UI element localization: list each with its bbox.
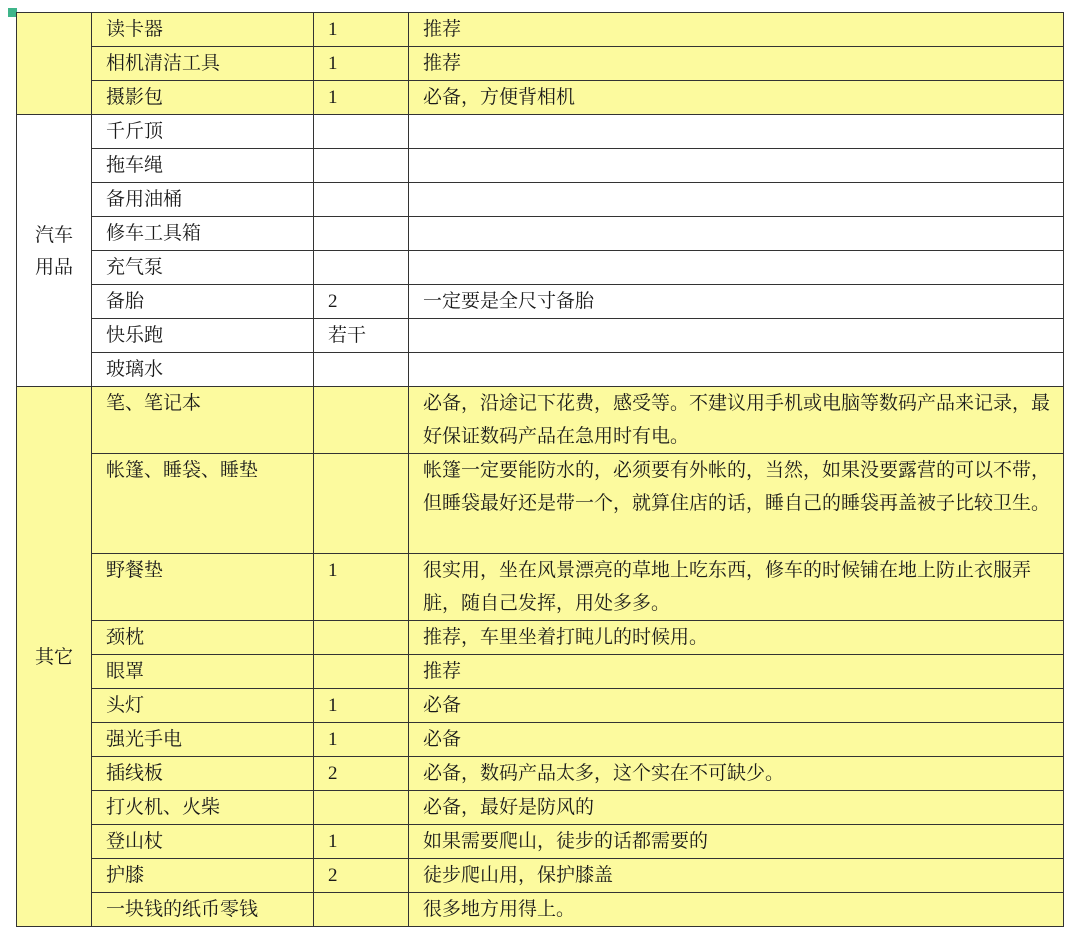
item-qty: [314, 454, 409, 554]
item-qty: [314, 387, 409, 454]
table-row: [17, 251, 1064, 285]
table-row: [17, 387, 1064, 454]
table-row: [17, 319, 1064, 353]
item-note: 必备: [409, 689, 1064, 723]
item-name: 眼罩: [92, 655, 314, 689]
item-note: [409, 319, 1064, 353]
table-row: [17, 13, 1064, 47]
item-qty: 1: [314, 81, 409, 115]
item-name: 打火机、火柴: [92, 791, 314, 825]
item-note: 必备，沿途记下花费，感受等。不建议用手机或电脑等数码产品来记录，最好保证数码产品在急用时有电。: [409, 387, 1064, 454]
table-row: [17, 81, 1064, 115]
item-name: 千斤顶: [92, 115, 314, 149]
item-note: 推荐: [409, 13, 1064, 47]
item-note: [409, 217, 1064, 251]
item-note: 一定要是全尺寸备胎: [409, 285, 1064, 319]
table-row: [17, 454, 1064, 554]
item-note: [409, 353, 1064, 387]
item-name: 备胎: [92, 285, 314, 319]
item-name: 笔、笔记本: [92, 387, 314, 454]
table-row: [17, 554, 1064, 621]
item-name: 备用油桶: [92, 183, 314, 217]
table-row: [17, 149, 1064, 183]
packing-list-table: [16, 12, 1064, 927]
item-note: 必备: [409, 723, 1064, 757]
item-qty: [314, 183, 409, 217]
item-note: 推荐: [409, 47, 1064, 81]
item-qty: 1: [314, 689, 409, 723]
item-note: 必备，数码产品太多，这个实在不可缺少。: [409, 757, 1064, 791]
item-qty: 1: [314, 13, 409, 47]
item-note: [409, 115, 1064, 149]
item-note: [409, 251, 1064, 285]
item-qty: 1: [314, 723, 409, 757]
item-name: 强光手电: [92, 723, 314, 757]
table-row: [17, 115, 1064, 149]
item-qty: [314, 251, 409, 285]
item-note: 必备，最好是防风的: [409, 791, 1064, 825]
item-qty: 1: [314, 47, 409, 81]
category-cell-car: [17, 115, 92, 387]
item-name: 护膝: [92, 859, 314, 893]
item-note: 徒步爬山用，保护膝盖: [409, 859, 1064, 893]
item-qty: [314, 115, 409, 149]
item-qty: [314, 621, 409, 655]
table-row: [17, 893, 1064, 927]
item-note: 推荐: [409, 655, 1064, 689]
item-name: 野餐垫: [92, 554, 314, 621]
table-row: [17, 859, 1064, 893]
table-row: [17, 655, 1064, 689]
item-note: [409, 149, 1064, 183]
table-row: [17, 791, 1064, 825]
item-name: 插线板: [92, 757, 314, 791]
item-name: 修车工具箱: [92, 217, 314, 251]
item-name: 拖车绳: [92, 149, 314, 183]
item-note: 很多地方用得上。: [409, 893, 1064, 927]
item-note: 很实用，坐在风景漂亮的草地上吃东西，修车的时候铺在地上防止衣服弄脏，随自己发挥，用处多多。: [409, 554, 1064, 621]
table-row: [17, 757, 1064, 791]
item-qty: 1: [314, 825, 409, 859]
item-qty: 2: [314, 285, 409, 319]
item-note: 如果需要爬山，徒步的话都需要的: [409, 825, 1064, 859]
item-name: 快乐跑: [92, 319, 314, 353]
item-name: 玻璃水: [92, 353, 314, 387]
table-row: [17, 353, 1064, 387]
item-qty: 若干: [314, 319, 409, 353]
item-name: 登山杖: [92, 825, 314, 859]
table-row: [17, 621, 1064, 655]
table-row: [17, 285, 1064, 319]
item-qty: [314, 149, 409, 183]
item-qty: [314, 791, 409, 825]
item-name: 一块钱的纸币零钱: [92, 893, 314, 927]
item-name: 摄影包: [92, 81, 314, 115]
item-qty: [314, 217, 409, 251]
table-row: [17, 689, 1064, 723]
item-qty: 1: [314, 554, 409, 621]
item-name: 相机清洁工具: [92, 47, 314, 81]
category-cell-other: 其它: [17, 387, 92, 927]
table-row: [17, 183, 1064, 217]
item-note: 必备，方便背相机: [409, 81, 1064, 115]
item-qty: 2: [314, 859, 409, 893]
table-row: [17, 723, 1064, 757]
item-name: 颈枕: [92, 621, 314, 655]
item-qty: 2: [314, 757, 409, 791]
item-note: 推荐，车里坐着打盹儿的时候用。: [409, 621, 1064, 655]
category-cell-camera: [17, 13, 92, 115]
category-label: 汽车用品: [34, 223, 73, 278]
item-note: [409, 183, 1064, 217]
item-qty: [314, 353, 409, 387]
item-name: 读卡器: [92, 13, 314, 47]
item-name: 充气泵: [92, 251, 314, 285]
item-name: 头灯: [92, 689, 314, 723]
item-name: 帐篷、睡袋、睡垫: [92, 454, 314, 554]
item-qty: [314, 893, 409, 927]
table-row: [17, 825, 1064, 859]
item-qty: [314, 655, 409, 689]
item-note: 帐篷一定要能防水的，必须要有外帐的，当然，如果没要露营的可以不带，但睡袋最好还是带一个，就算住店的话，睡自己的睡袋再盖被子比较卫生。: [409, 454, 1064, 554]
table-row: [17, 217, 1064, 251]
table-row: [17, 47, 1064, 81]
